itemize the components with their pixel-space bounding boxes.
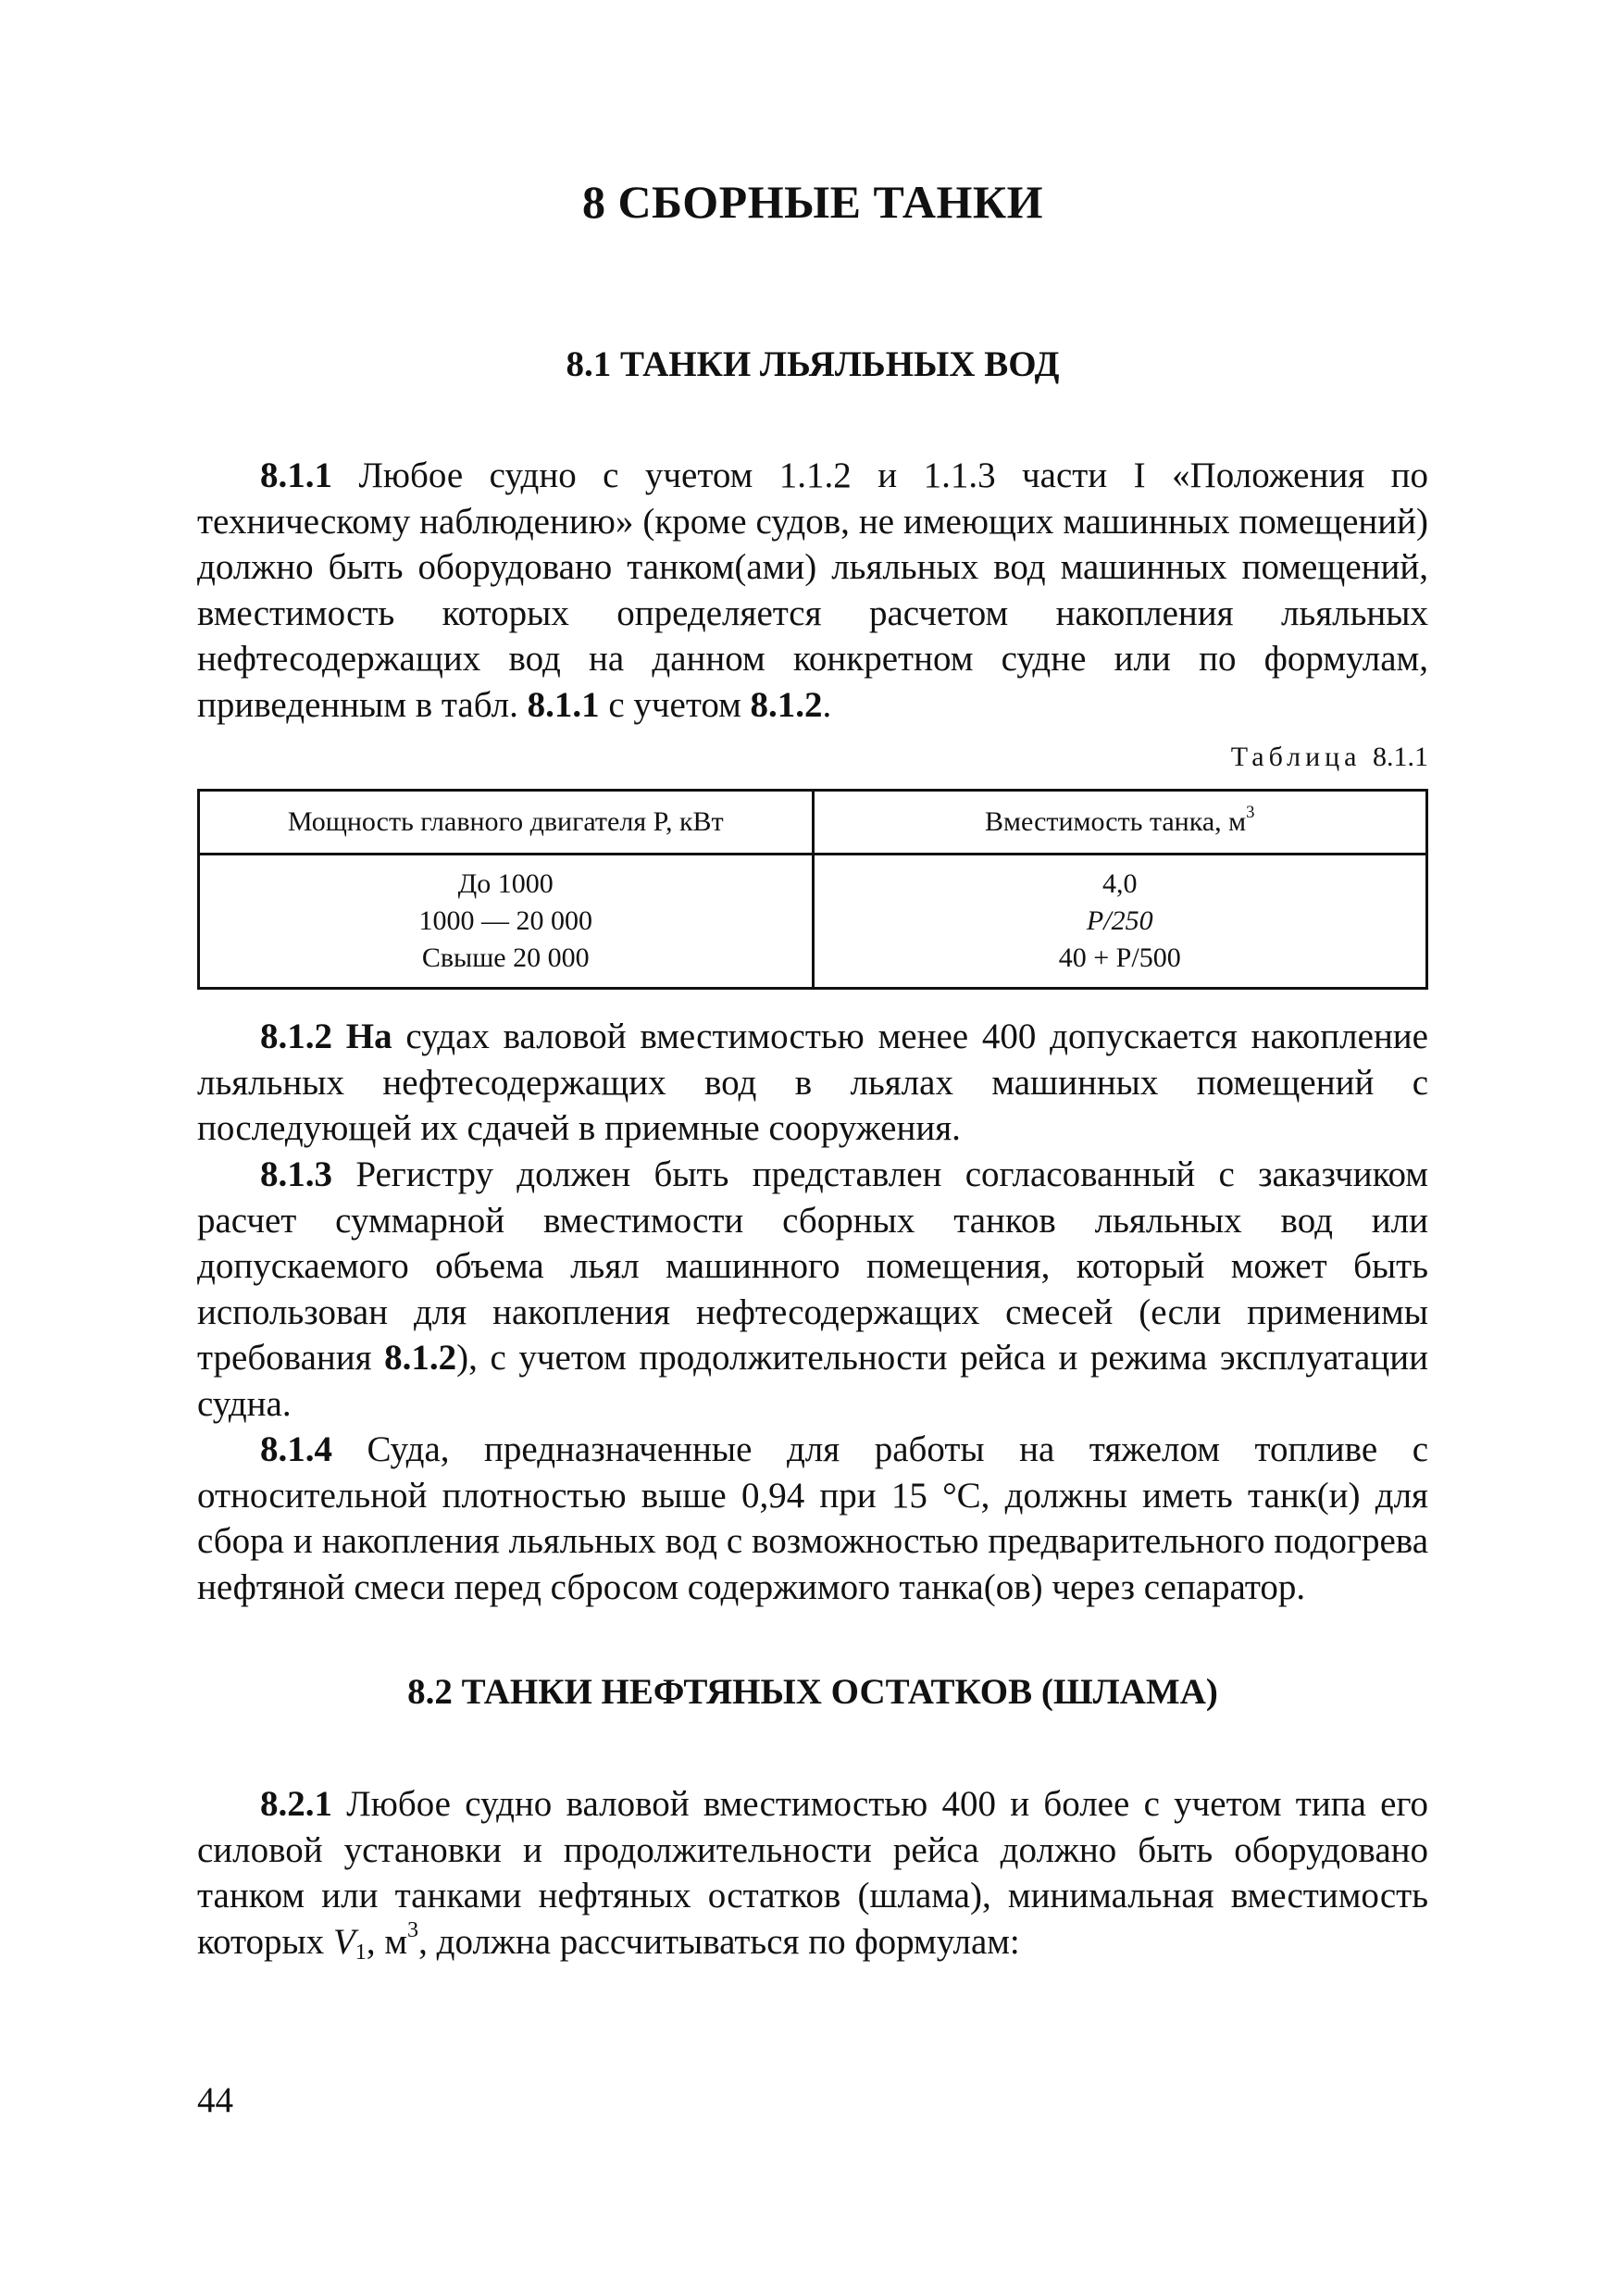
paragraph-text: , должна рассчитываться по формулам: <box>418 1921 1020 1962</box>
paragraph-text: , м <box>366 1921 408 1962</box>
paragraph-text: судах валовой вместимостью менее 400 допускается накопление льяльных нефтесодержащих вод в льялах машинных помещений с последующей их сдачей в приемные сооружения. <box>197 1017 1428 1148</box>
page-number: 44 <box>197 2080 233 2120</box>
section-title-8-2: 8.2 ТАНКИ НЕФТЯНЫХ ОСТАТКОВ (ШЛАМА) <box>407 1672 1218 1712</box>
clause-number: 8.1.4 <box>260 1429 332 1469</box>
clause-number: 8.1.1 <box>260 455 332 495</box>
reference: 8.1.1 <box>527 684 600 725</box>
paragraph-text: Любое судно валовой вместимостью 400 и более с учетом типа его силовой установки и продолжительности рейса должно быть оборудовано танком или танками нефтяных остатков (шлама), минимальная вместимость которых <box>197 1784 1428 1962</box>
table-caption <box>1231 741 1428 774</box>
power-value: Свыше 20 000 <box>421 942 590 973</box>
power-cell <box>199 855 814 989</box>
table-header-row <box>199 791 1427 855</box>
variable-symbol: V <box>332 1921 355 1962</box>
clause-number: 8.2.1 <box>260 1784 332 1824</box>
paragraph-text: Любое судно с учетом 1.1.2 и 1.1.3 части I «Положения по техническому наблюдению» (кроме судов, не имеющих машинных помещений) должно быть оборудовано танком(ами) льяльных вод машинных помещений, вместимость которых определяется расчетом накопления льяльных нефтесодержащих вод на данном конкретном судне или по формулам, приведенным в табл. <box>197 455 1428 725</box>
power-value: До 1000 <box>457 868 554 899</box>
column-header-power-text: Мощность главного двигателя P, кВт <box>287 806 724 837</box>
paragraph-text: . <box>822 684 832 725</box>
paragraph-8-1-4 <box>197 1427 1428 1610</box>
clause-number: 8.1.2 <box>260 1017 332 1056</box>
paragraph-text: Суда, предназначенные для работы на тяжелом топливе с относительной плотностью выше 0,94 при 15 °C, должны иметь танк(и) для сбора и накопления льяльных вод с возможностью предварительного подогрева нефтяной смеси перед сбросом содержимого танка(ов) через сепаратор. <box>197 1429 1428 1607</box>
volume-value: P/250 <box>1086 905 1153 936</box>
paragraph-text: Регистру должен быть представлен согласованный с заказчиком расчет суммарной вместимости сборных танков льяльных вод или допускаемого объема льял машинного помещения, который может быть использован для накопления нефтесодержащих смесей (если применимы требования <box>197 1154 1428 1378</box>
variable-subscript: 1 <box>355 1939 367 1965</box>
paragraph-8-2-1 <box>197 1781 1428 1965</box>
paragraph-8-1-1 <box>197 453 1428 728</box>
volume-value: 4,0 <box>1102 868 1138 899</box>
paragraph-lead: На <box>332 1017 392 1056</box>
chapter-title: 8 СБОРНЫЕ ТАНКИ <box>581 176 1044 228</box>
table-caption-word: Таблица <box>1230 742 1362 772</box>
power-value: 1000 — 20 000 <box>418 905 592 936</box>
unit-superscript: 3 <box>1246 803 1255 823</box>
unit-superscript: 3 <box>407 1916 419 1942</box>
table-body-row <box>199 855 1427 989</box>
reference: 8.1.2 <box>384 1338 457 1378</box>
column-header-power <box>199 791 814 855</box>
paragraph-8-1-2 <box>197 1014 1428 1152</box>
section-title-8-1: 8.1 ТАНКИ ЛЬЯЛЬНЫХ ВОД <box>566 344 1060 384</box>
paragraph-8-1-3 <box>197 1152 1428 1427</box>
volume-value: 40 + P/500 <box>1058 942 1181 973</box>
clause-number: 8.1.3 <box>260 1154 332 1194</box>
column-header-volume-text: Вместимость танка, м <box>985 806 1247 837</box>
paragraph-text: с учетом <box>599 684 751 725</box>
paragraph-text: ), с учетом продолжительности рейса и режима эксплуатации судна. <box>197 1338 1428 1424</box>
column-header-volume <box>813 791 1427 855</box>
reference: 8.1.2 <box>750 684 823 725</box>
tank-capacity-table <box>197 789 1428 990</box>
table-caption-number: 8.1.1 <box>1373 742 1428 772</box>
volume-cell <box>813 855 1427 989</box>
